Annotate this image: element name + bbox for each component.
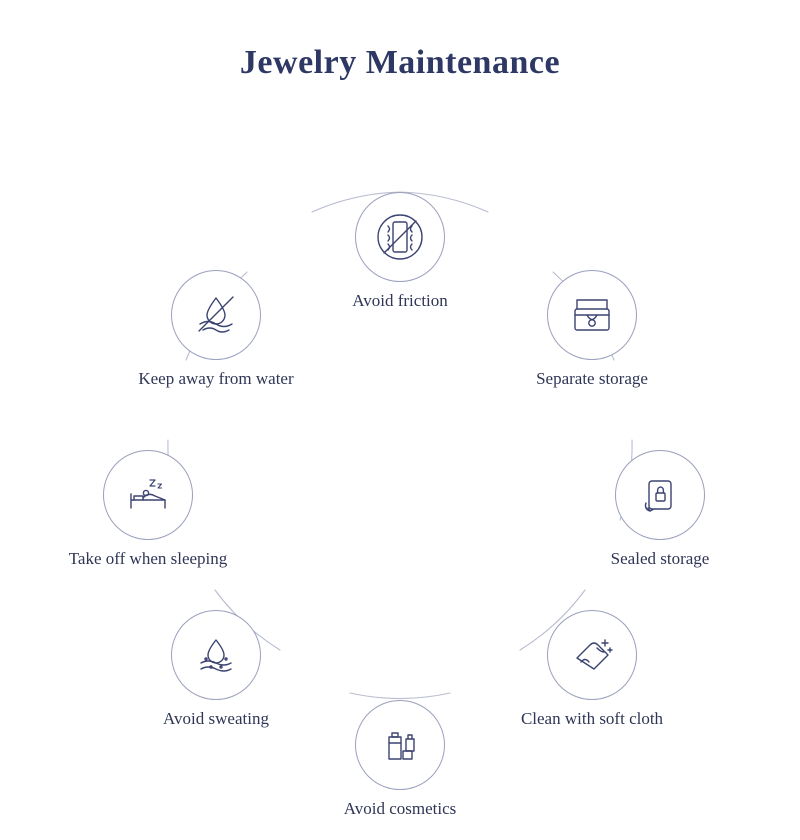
cycle-node-label: Avoid cosmetics	[343, 799, 457, 818]
cycle-node-label: Separate storage	[536, 369, 648, 388]
cycle-node-label: Avoid sweating	[163, 709, 269, 728]
cycle-node-avoid-cosmetics[interactable]	[300, 700, 500, 819]
sleeping-bed-icon	[103, 450, 193, 540]
cycle-node-separate-storage[interactable]	[492, 270, 692, 389]
sealed-bag-lock-icon	[615, 450, 705, 540]
page-title: Jewelry Maintenance	[239, 44, 561, 81]
no-water-drop-icon	[171, 270, 261, 360]
sweat-drop-icon	[171, 610, 261, 700]
cycle-node-avoid-friction[interactable]	[300, 192, 500, 311]
cycle-node-label: Take off when sleeping	[68, 549, 228, 568]
jewelry-box-icon	[547, 270, 637, 360]
cycle-node-label: Sealed storage	[610, 549, 710, 568]
cycle-node-keep-away-from-water[interactable]	[116, 270, 316, 389]
cycle-node-take-off-when-sleeping[interactable]	[48, 450, 248, 569]
cycle-node-label: Clean with soft cloth	[520, 709, 664, 728]
no-friction-icon	[355, 192, 445, 282]
cycle-node-clean-with-soft-cloth[interactable]	[492, 610, 692, 729]
cleaning-cloth-icon	[547, 610, 637, 700]
cycle-node-label: Avoid friction	[352, 291, 448, 310]
cycle-node-sealed-storage[interactable]	[560, 450, 760, 569]
cosmetics-bottle-icon	[355, 700, 445, 790]
cycle-node-avoid-sweating[interactable]	[116, 610, 316, 729]
cycle-node-label: Keep away from water	[138, 369, 294, 388]
